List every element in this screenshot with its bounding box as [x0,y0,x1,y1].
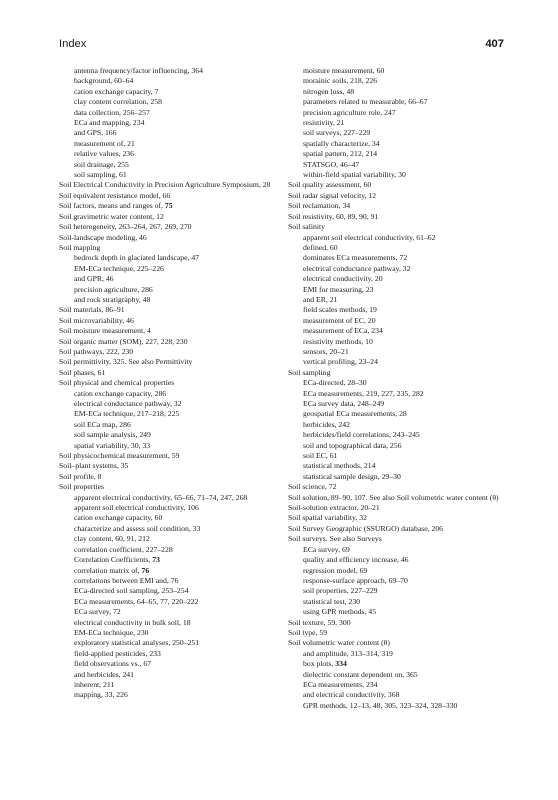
index-entry [59,191,295,201]
index-subentry [59,441,295,451]
entry-text: Soil Survey Geographic (SSURGO) database, 206 [288,523,444,533]
index-subentry [288,597,506,607]
index-entry [59,461,295,471]
entry-text: Soil mapping [59,242,101,252]
entry-text: nitrogen loss, 48 [303,86,355,96]
entry-text: Soil science, 72 [288,482,337,492]
index-entry [288,513,506,523]
entry-text: soil sample analysis, 249 [74,430,151,440]
entry-text: ECa survey data, 248–249 [303,399,385,408]
entry-text: electrical conductance pathway, 32 [74,399,182,408]
index-subentry [288,576,506,586]
entry-text: apparent soil electrical conductivity, 61–62 [303,232,436,242]
index-subentry [59,586,295,596]
index-entry [288,618,506,628]
entry-text: herbicides/field correlations, 243–245 [303,430,420,440]
entry-text: clay content, 60, 91, 212 [74,534,150,544]
index-subentry [59,524,295,534]
index-subentry [59,670,295,680]
entry-text: Soil salinity [288,222,325,232]
entry-text: STATSGO, 46–47 [303,159,360,169]
entry-text: within-field spatial variability, 30 [303,170,406,180]
index-subentry [59,76,295,86]
entry-text: ECa and mapping, 234 [74,118,145,128]
index-subentry [288,347,506,357]
entry-text: moisture measurement, 60 [303,66,385,75]
index-subentry [288,472,506,482]
index-subentry [288,128,506,138]
entry-text: resistivity methods, 10 [303,336,373,346]
entry-text: Soil moisture measurement, 4 [59,326,151,336]
entry-text: Soil equivalent resistance model, 66 [59,190,171,200]
index-entry [288,212,506,222]
index-subentry [59,628,295,638]
index-entry [288,524,506,534]
index-subentry [288,87,506,97]
entry-text: Soil properties [59,482,105,492]
index-subentry [288,649,506,659]
index-entry [59,180,295,190]
index-entry [288,628,506,638]
index-subentry [59,649,295,659]
index-subentry [288,378,506,388]
index-subentry [59,534,295,544]
entry-text: dominates ECa measurements, 72 [303,253,408,263]
entry-text: Correlation Coefficients, [74,555,153,565]
entry-text: Soil gravimetric water content, 12 [59,211,164,221]
index-subentry [288,108,506,118]
entry-text: clay content correlation, 258 [74,97,162,107]
entry-text: ECa measurements, 234 [303,679,378,689]
entry-text: spatial pattern, 212, 214 [303,149,378,159]
index-subentry [288,160,506,170]
index-subentry [59,108,295,118]
entry-text: Soil physical and chemical properties [59,378,175,388]
index-entry [288,482,506,492]
entry-text: correlation coefficient, 227–228 [74,544,173,554]
entry-text: antenna frequency/factor influencing, 364 [74,66,203,75]
index-subentry [59,409,295,419]
entry-text: statistical test, 230 [303,596,361,606]
index-subentry [59,618,295,628]
entry-text: soil drainage, 255 [74,159,129,169]
entry-text: cation exchange capacity, 286 [74,388,167,398]
entry-text: resistivity, 21 [303,118,345,128]
entry-text: GPR methods, 12–13, 48, 305, 323–324, 328–330 [303,700,458,710]
entry-text: response-surface approach, 69–70 [303,575,408,585]
index-subentry [288,420,506,430]
entry-text: EM-ECa technique, 225–226 [74,263,164,273]
index-subentry [288,555,506,565]
index-subentry [59,607,295,617]
entry-text: Soil–plant systems, 35 [59,461,129,471]
entry-text: apparent soil electrical conductivity, 106 [74,503,199,513]
index-subentry [288,701,506,711]
entry-text: measurement of ECa, 234 [303,326,383,336]
entry-text: soil surveys, 227–229 [303,128,371,138]
entry-text: correlations between EMI and, 76 [74,575,179,585]
entry-text: ECa measurements, 64–65, 77, 220–222 [74,596,199,606]
entry-text: Soil phases, 61 [59,367,106,377]
entry-text: EM-ECa technique, 230 [74,627,149,637]
entry-text: Soil pathways, 222, 230 [59,346,134,356]
index-subentry [288,430,506,440]
index-subentry [288,274,506,284]
entry-text: Soil-landscape modeling, 46 [59,232,147,242]
entry-text: Soil factors, means and ranges of, [59,201,165,211]
entry-text: soil and topographical data, 256 [303,440,402,450]
index-entry [59,347,295,357]
index-subentry [288,451,506,461]
entry-text: Soil spatial variability, 32 [288,513,367,523]
index-subentry [288,97,506,107]
entry-text: ECa survey, 72 [74,607,121,617]
index-subentry [288,326,506,336]
entry-bold-page: 75 [164,201,173,211]
entry-text: cation exchange capacity, 7 [74,86,159,96]
entry-text: mapping, 33, 226 [74,690,128,700]
index-subentry [59,139,295,149]
index-subentry [288,253,506,263]
index-subentry [288,690,506,700]
entry-text: and GPR, 46 [74,274,114,284]
entry-text: Soil materials, 86–91 [59,305,125,315]
entry-text: electrical conductivity, 20 [303,274,383,284]
entry-text: ECa-directed, 28–30 [303,378,367,388]
index-subentry [59,597,295,607]
entry-text: Soil physicochemical measurement, 59 [59,451,180,461]
entry-text: electrical conductivity in bulk soil, 18 [74,617,191,627]
entry-text: and amplitude, 313–314, 319 [303,648,393,658]
index-subentry [59,680,295,690]
index-entry [59,316,295,326]
entry-text: Soil organic matter (SOM), 227, 228, 230 [59,336,188,346]
index-entry [288,201,506,211]
index-subentry [59,399,295,409]
entry-text: Soil sampling [288,367,331,377]
entry-text: electrical conductance pathway, 32 [303,263,411,273]
index-subentry [288,670,506,680]
index-subentry [288,607,506,617]
entry-text: and electrical conductivity, 368 [303,690,400,700]
entry-text: statistical sample design, 29–30 [303,471,401,481]
index-subentry [59,545,295,555]
entry-text: Soil microvariability, 46 [59,315,134,325]
entry-text: Soil surveys. See also Surveys [288,534,382,544]
index-subentry [288,409,506,419]
entry-text: Soil type, 59 [288,627,328,637]
index-subentry [59,493,295,503]
entry-text: background, 60–64 [74,76,134,86]
entry-text: and herbicides, 241 [74,669,134,679]
index-entry [59,326,295,336]
page-header [59,38,504,54]
index-entry [59,337,295,347]
index-subentry [288,357,506,367]
index-subentry [59,264,295,274]
index-subentry [288,389,506,399]
index-entry [288,368,506,378]
entry-text: Soil heterogeneity, 263–264, 267, 269, 270 [59,222,192,232]
index-subentry [59,659,295,669]
entry-text: cation exchange capacity, 60 [74,513,163,523]
index-subentry [288,139,506,149]
index-subentry [59,274,295,284]
index-subentry [288,76,506,86]
entry-text: spatial variability, 30, 33 [74,440,151,450]
index-entry [59,305,295,315]
entry-text: spatially characterize, 34 [303,138,380,148]
index-entry [59,233,295,243]
index-subentry [59,638,295,648]
entry-text: bedrock depth in glaciated landscape, 47 [74,253,200,263]
entry-text: Soil texture, 59, 300 [288,617,351,627]
entry-text: exploratory statistical analyses, 250–251 [74,638,200,648]
index-entry [59,368,295,378]
entry-text: using GPR methods, 45 [303,607,377,617]
entry-text: sensors, 20–21 [303,346,349,356]
index-subentry [59,690,295,700]
entry-text: relative values, 236 [74,149,134,159]
entry-text: geospatial ECa measurements, 28 [303,409,407,419]
index-entry [288,493,506,503]
entry-text: field scales methods, 19 [303,305,377,315]
index-entry [59,451,295,461]
entry-text: Soil solution, 89–90, 107. See also Soil volumetric water content (θ) [288,492,499,502]
entry-text: apparent electrical conductivity, 65–66, 71–74, 247, 268 [74,492,248,502]
entry-text: box plots, [303,659,336,669]
index-subentry [59,503,295,513]
entry-text: Soil resistivity, 60, 89, 90, 91 [288,211,379,221]
entry-text: Soil Electrical Conductivity in Precision Agriculture Symposium, 28 [59,180,271,190]
entry-text: and GPS, 166 [74,128,117,138]
entry-bold-page: 334 [335,659,347,669]
index-subentry [59,555,295,565]
index-subentry [288,399,506,409]
index-subentry [59,576,295,586]
entry-text: regression model, 69 [303,565,368,575]
entry-text: Soil volumetric water content (θ) [288,638,390,648]
index-column-right [288,66,506,711]
entry-text: characterize and assess soil condition, 33 [74,523,201,533]
index-entry [288,638,506,648]
entry-text: Soil radar signal velocity, 12 [288,190,377,200]
index-entry [59,243,295,253]
index-subentry [59,389,295,399]
index-subentry [59,295,295,305]
entry-text: and rock stratigraphy, 48 [74,294,151,304]
index-subentry [288,545,506,555]
entry-text: Soil permittivity, 325. See also Permittivity [59,357,193,367]
entry-text: defined, 60 [303,242,338,252]
index-subentry [288,233,506,243]
index-entry [59,472,295,482]
entry-text: measurement of, 21 [74,138,135,148]
index-entry [288,191,506,201]
index-subentry [288,118,506,128]
index-subentry [59,253,295,263]
index-subentry [59,170,295,180]
entry-text: inherent, 211 [74,679,115,689]
entry-text: EMI for measuring, 23 [303,284,374,294]
index-entry [288,503,506,513]
index-subentry [288,316,506,326]
index-subentry [288,149,506,159]
entry-text: field observations vs., 67 [74,659,152,669]
index-subentry [288,170,506,180]
index-entry [288,222,506,232]
entry-text: ECa survey, 69 [303,544,350,554]
entry-text: quality and efficiency increase, 46 [303,555,409,565]
index-entry [288,534,506,544]
entry-text: ECa-directed soil sampling, 253–254 [74,586,189,596]
index-subentry [59,160,295,170]
index-entry [59,212,295,222]
index-subentry [288,66,506,76]
index-subentry [288,243,506,253]
entry-text: field-applied pesticides, 233 [74,648,161,658]
index-subentry [288,461,506,471]
index-subentry [59,128,295,138]
index-entry [288,180,506,190]
index-subentry [59,149,295,159]
index-subentry [288,285,506,295]
index-subentry [59,430,295,440]
entry-text: parameters related to measurable, 66–67 [303,97,428,107]
entry-text: EM-ECa technique, 217–218, 225 [74,409,180,419]
index-subentry [288,441,506,451]
entry-text: Soil reclamation, 34 [288,201,351,211]
entry-text: precision agriculture, 286 [74,284,153,294]
index-subentry [288,566,506,576]
entry-text: data collection, 256–257 [74,107,150,117]
entry-text: dielectric constant dependent on, 365 [303,669,418,679]
entry-bold-page: 76 [141,565,150,575]
running-head: Index [59,38,87,50]
index-subentry [288,680,506,690]
entry-text: Soil-solution extractor, 20–21 [288,503,380,513]
index-subentry [288,586,506,596]
entry-text: Soil profile, 8 [59,471,102,481]
index-subentry [59,285,295,295]
entry-text: measurement of EC, 20 [303,315,376,325]
index-column-left [59,66,295,701]
entry-text: statistical methods, 214 [303,461,376,471]
entry-text: soil sampling, 61 [74,170,127,180]
entry-text: vertical profiling, 23–24 [303,357,378,367]
index-entry [59,222,295,232]
index-subentry [288,295,506,305]
entry-text: correlation matrix of, [74,565,142,575]
entry-bold-page: 73 [152,555,160,565]
index-subentry [59,118,295,128]
index-subentry [288,305,506,315]
entry-text: morainic soils, 218, 226 [303,76,378,86]
entry-text: herbicides, 242 [303,419,350,429]
entry-text: precision agriculture role, 247 [303,107,396,117]
index-subentry [288,264,506,274]
index-entry [59,378,295,388]
index-subentry [59,87,295,97]
index-subentry [59,513,295,523]
entry-text: ECa measurements, 219, 227, 235, 282 [303,388,424,398]
index-subentry [59,420,295,430]
index-subentry [288,337,506,347]
entry-text: and ER, 21 [303,294,338,304]
index-subentry [59,66,295,76]
index-subentry [59,566,295,576]
index-subentry [59,97,295,107]
entry-text: soil properties, 227–229 [303,586,378,596]
index-subentry [288,659,506,669]
index-entry [59,201,295,211]
index-entry [59,482,295,492]
entry-text: soil EC, 61 [303,451,338,461]
entry-text: soil ECa map, 286 [74,419,131,429]
entry-text: Soil quality assessment, 60 [288,180,372,190]
index-entry [59,357,295,367]
page-number: 407 [485,38,504,50]
